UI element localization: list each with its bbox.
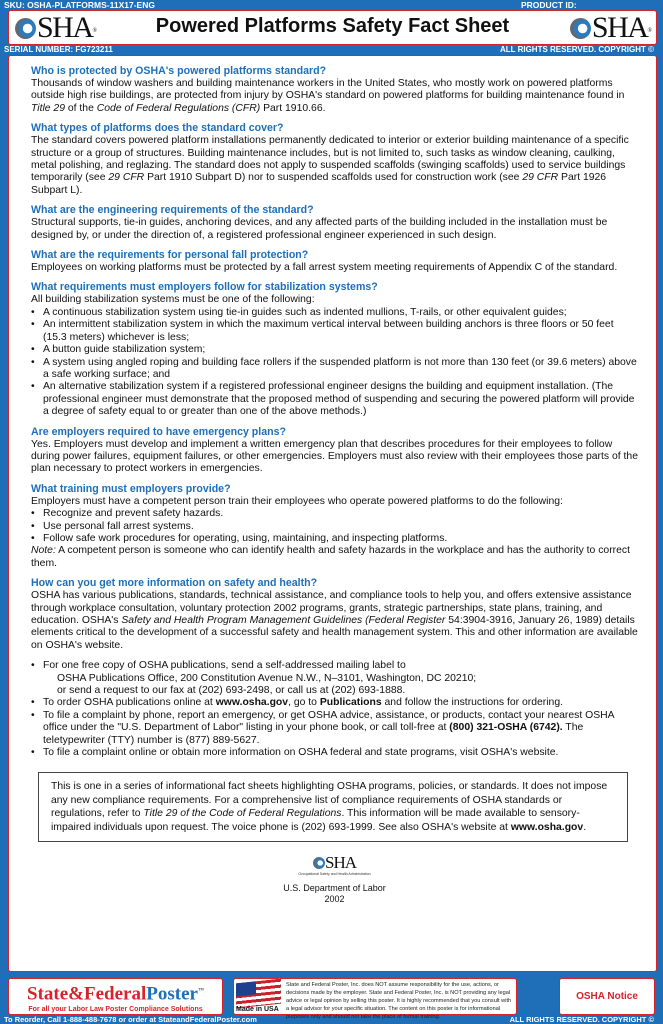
section-heading: Who is protected by OSHA's powered platforms standard? [31, 65, 327, 77]
osha-logo-left: SHA ® [15, 13, 97, 43]
product-id-label: PRODUCT ID: [521, 0, 577, 10]
section-training [31, 483, 638, 570]
made-in-usa-label: Made in USA [236, 1006, 279, 1013]
list-item: • A button guide stabilization system; [31, 344, 638, 356]
osha-website-link[interactable]: www.osha.gov [510, 821, 584, 833]
disclaimer-box: This is one in a series of informational fact sheets highlighting OSHA programs, policies, or standards. It does not impose any new compliance requirements. For a comprehensive list of compliance requirements of OSHA standards or regulations, refer to Title 29 of the Code of Federal Regulations. This information will be made available to sensory-impaired individuals upon request. The voice phone is (202) 693-1999. See also OSHA's website at www.osha.gov. [38, 772, 628, 842]
section-intro: All building stabilization systems must be one of the following: [31, 294, 315, 306]
legal-disclaimer: State and Federal Poster, Inc. does NOT assume responsibility for the use, actions, or decisions made by the employer. State and Federal Poster, Inc. is NOT providing any legal advice or legal opinion by selling this poster. It is highly recommended that you consult with a legal advisor for your specific situation. The content on this poster is for informational purposes only and should not take the place of formal training. [286, 982, 512, 1020]
dol-signature [31, 854, 638, 905]
section-text: Structural supports, tie-in guides, anchoring devices, and any affected parts of the building included in the installation must be designed by, or under the direction of, a registered professional engineer experienced in such design. [31, 217, 608, 241]
section-emergency [31, 426, 638, 476]
top-bar [0, 0, 663, 10]
reorder-info: To Reorder, Call 1-888-488-7678 or order at StateandFederalPoster.com [4, 1015, 257, 1024]
list-item: • Follow safe work procedures for operating, using, maintaining, and inspecting platforms. [31, 533, 638, 545]
section-who-protected [31, 65, 638, 115]
list-item: • A system using angled roping and building face rollers if the suspended platform is not more than 130 feet (or 39.6 meters) above a safe working surface; and [31, 357, 638, 382]
list-item: • An intermittent stabilization system in which the maximum vertical interval between building anchors is three floors or 50 feet (15.3 meters) whichever is less; [31, 319, 638, 344]
osha-tagline: Occupational Safety and Health Administration [298, 871, 371, 876]
section-heading: What are the requirements for personal fall protection? [31, 249, 309, 262]
osha-o-icon [570, 18, 591, 39]
section-heading: How can you get more information on safety and health? [31, 577, 318, 590]
section-intro: Employers must have a competent person train their employees who operate powered platforms to do the following: [31, 495, 563, 507]
list-item: • Recognize and prevent safety hazards. [31, 508, 638, 520]
list-item: • An alternative stabilization system if a registered professional engineer designs the building and equipment installation. (The professional engineer must demonstrate that the proposed method of suspending and securing the powered platform will provide a degree of safety equal to or greater than one of the above methods.) [31, 381, 638, 418]
list-item: • To file a complaint online or obtain more information on OSHA federal and state programs, visit OSHA's website. [31, 747, 638, 759]
us-flag-icon [236, 979, 281, 1009]
brand-tagline: For all your Labor Law Poster Compliance Solutions [28, 1006, 203, 1014]
section-engineering [31, 204, 638, 242]
section-heading: Are employers required to have emergency plans? [31, 425, 286, 438]
section-text: Employees on working platforms must be protected by a fall arrest system meeting requirements of Appendix C of the standard. [31, 262, 618, 274]
list-item: • A continuous stabilization system using tie-in guides such as indented mullions, T-rails, or other equivalent guides; [31, 307, 638, 319]
list-item: • To order OSHA publications online at www.osha.gov, go to Publications and follow the instructions for ordering. [31, 697, 638, 709]
department-name: U.S. Department of Labor [283, 882, 386, 893]
training-list [31, 508, 638, 545]
info-list [31, 660, 638, 759]
serial-number: SERIAL NUMBER: FG723211 [4, 45, 113, 54]
osha-website-link[interactable]: www.osha.gov [215, 697, 289, 709]
state-federal-poster-logo[interactable] [8, 978, 223, 1015]
section-heading: What requirements must employers follow for stabilization systems? [31, 281, 378, 294]
section-text: The standard covers powered platform installations permanently dedicated to interior or exterior building maintenance of a specific structure or a group of structures. Building maintenance includes, but is not limited to, such tasks as window cleaning, caulking, metal polishing, and reglazing. The standard does not apply to suspended scaffolds (swinging scaffolds) used to service buildings temporarily (see 29 CFR Part 1910 Subpart D) nor to suspended scaffolds used for construction work (see 29 CFR Part 1926 Subpart L). [31, 135, 629, 196]
section-text: OSHA has various publications, standards, technical assistance, and compliance tools to help you, and offers extensive assistance through workplace consultation, voluntary protection 2002 programs, grants, strategic partnerships, state plans, training, and education. OSHA's Safety and Health Program Management Guidelines (Federal Register 54:3904-3916, January 26, 1989) details elements critical to the development of a successful safety and health management system. This and other information are available on OSHA's website. [31, 590, 638, 651]
copyright-label: ALL RIGHTS RESERVED. COPYRIGHT © [509, 1015, 654, 1024]
poster-header [8, 10, 657, 45]
osha-o-icon [313, 857, 325, 869]
list-item: • For one free copy of OSHA publications, send a self-addressed mailing label to OSHA Publications Office, 200 Constitution Avenue N.W., N–3101, Washington, DC 20210; or send a request to our fax at (202) 693-2498, or call us at (202) 693-1888. [31, 660, 638, 697]
disclaimer-footer [233, 978, 517, 1020]
serial-bar [0, 45, 663, 55]
section-platform-types [31, 122, 638, 197]
section-stabilization [31, 281, 638, 418]
section-heading: What are the engineering requirements of the standard? [31, 204, 314, 217]
bottom-bar [0, 1015, 663, 1024]
section-text: Yes. Employers must develop and implement a written emergency plan that describes procedures for their employees to follow during power failures, equipment failures, or other emergencies. Employers must also review with their employees those parts of the plan necessary to protect workers in emergencies. [31, 438, 638, 475]
sku-label: SKU: OSHA-PLATFORMS-11X17-ENG [4, 0, 155, 10]
copyright-label: ALL RIGHTS RESERVED. COPYRIGHT © [499, 45, 654, 54]
toll-free-number: (800) 321-OSHA (6742). [449, 722, 563, 734]
section-fall-protection [31, 249, 638, 274]
training-note: Note: A competent person is someone who can identify health and safety hazards in the workplace and has the authority to correct them. [31, 545, 630, 569]
page-title: Powered Platforms Safety Fact Sheet [155, 15, 510, 37]
section-heading: What training must employers provide? [31, 482, 231, 495]
osha-logo-right: SHA ® [570, 13, 652, 43]
list-item: • Use personal fall arrest systems. [31, 521, 638, 533]
fact-sheet-body [8, 55, 657, 972]
section-text: Thousands of window washers and building maintenance workers in the United States, who mostly work on powered platforms outside high rise buildings, are protected from injury by OSHA's standard on powered platforms for building maintenance found in Title 29 of the Code of Federal Regulations (CFR) Part 1910.66. [31, 78, 625, 114]
section-more-info [31, 577, 638, 759]
section-heading: What types of platforms does the standard cover? [31, 122, 284, 135]
list-item: • To file a complaint by phone, report an emergency, or get OSHA advice, assistance, or products, contact your nearest OSHA office under the "U.S. Department of Labor" listing in your phone book, or call toll-free at (800) 321-OSHA (6742). The teletypewriter (TTY) number is (877) 889-5627. [31, 710, 638, 747]
publication-year: 2002 [324, 893, 345, 904]
brand-name: State&FederalPoster™ [27, 983, 204, 1005]
stabilization-list [31, 307, 638, 419]
osha-logo-small: SHA [313, 854, 356, 871]
osha-notice-badge: OSHA Notice [559, 978, 655, 1015]
